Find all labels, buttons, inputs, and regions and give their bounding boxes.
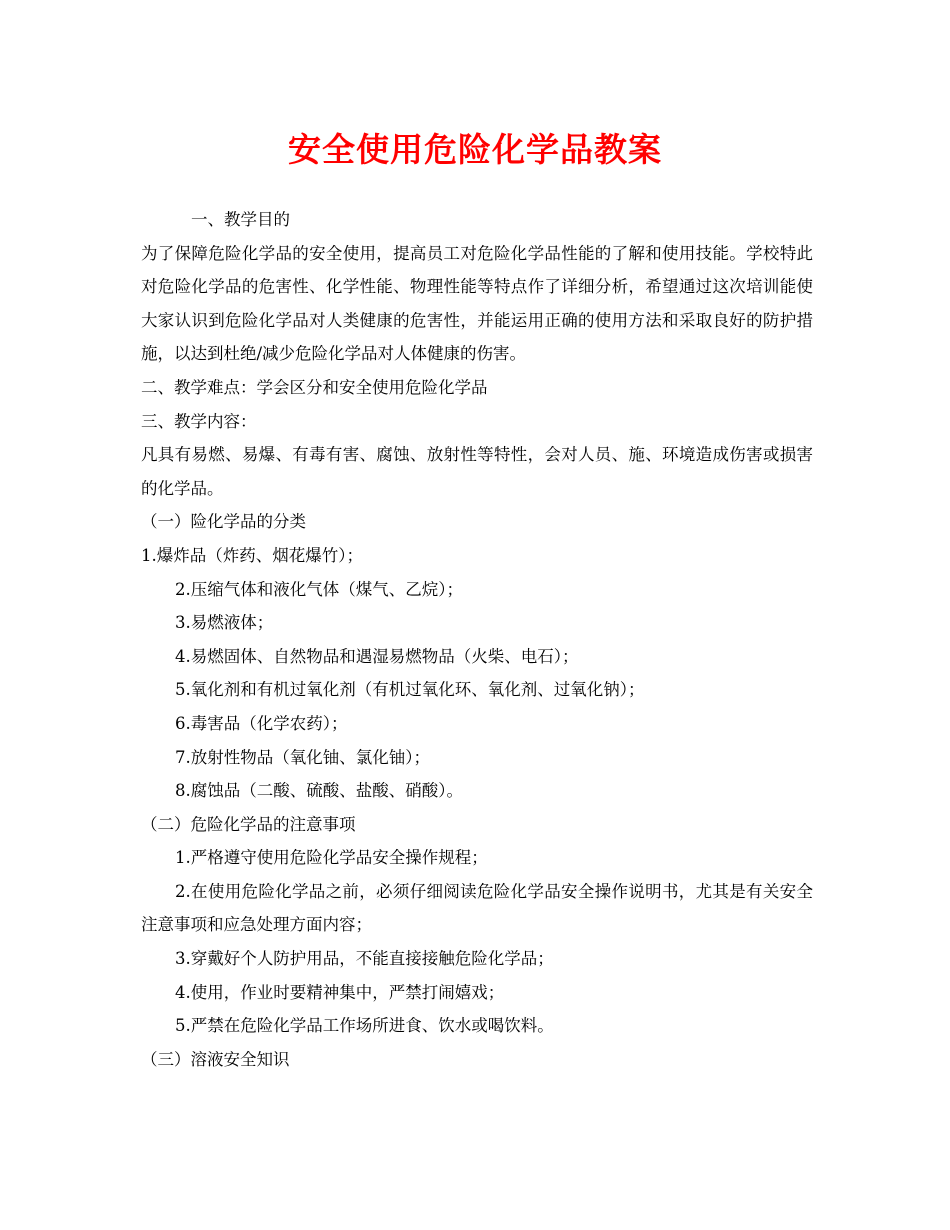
list-item: 1.严格遵守使用危险化学品安全操作规程； bbox=[175, 848, 488, 868]
list-item: 2.压缩气体和液化气体（煤气、乙烷）； bbox=[175, 579, 463, 599]
section-heading-objectives: 一、教学目的 bbox=[191, 210, 290, 229]
list-item: 5.严禁在危险化学品工作场所进食、饮水或喝饮料。 bbox=[175, 1016, 554, 1036]
list-item: 5.氧化剂和有机过氧化剂（有机过氧化环、氧化剂、过氧化钠）； bbox=[175, 680, 645, 700]
list-item: 3.易燃液体； bbox=[175, 613, 274, 633]
list-item: 8.腐蚀品（二酸、硫酸、盐酸、硝酸）。 bbox=[175, 781, 463, 801]
definition-paragraph: 凡具有易燃、易爆、有毒有害、腐蚀、放射性等特性，会对人员、施、环境造成伤害或损害的化学品。 bbox=[141, 445, 813, 498]
subsection-heading-precautions: （二）危险化学品的注意事项 bbox=[141, 814, 356, 834]
document-body bbox=[141, 203, 813, 1076]
list-item: 4.易燃固体、自然物品和遇湿易燃物品（火柴、电石）； bbox=[175, 646, 579, 666]
list-item: 2.在使用危险化学品之前，必须仔细阅读危险化学品安全操作说明书，尤其是有关安全注意事项和应急处理方面内容； bbox=[141, 881, 813, 935]
subsection-heading-classification: （一）险化学品的分类 bbox=[141, 512, 306, 532]
section-heading-difficulty: 二、教学难点：学会区分和安全使用危险化学品 bbox=[141, 377, 488, 397]
list-item: 6.毒害品（化学农药）； bbox=[175, 713, 348, 733]
document-title: 安全使用危险化学品教案 bbox=[288, 130, 662, 169]
list-item: 7.放射性物品（氧化铀、氯化铀）； bbox=[175, 747, 430, 767]
list-item: 3.穿戴好个人防护用品，不能直接接触危险化学品； bbox=[175, 949, 554, 969]
list-item: 1.爆炸品（炸药、烟花爆竹）； bbox=[141, 545, 363, 565]
objectives-paragraph: 为了保障危险化学品的安全使用，提高员工对危险化学品性能的了解和使用技能。学校特此对危险化学品的危害性、化学性能、物理性能等特点作了详细分析，希望通过这次培训能使大家认识到危险化学品对人类健康的危害性，并能运用正确的使用方法和采取良好的防护措施，以达到杜绝/减少危险化学品对人体健康的伤害。 bbox=[141, 243, 813, 364]
subsection-heading-solution-safety: （三）溶液安全知识 bbox=[141, 1049, 290, 1069]
section-heading-content: 三、教学内容： bbox=[141, 411, 257, 431]
list-item: 4.使用，作业时要精神集中，严禁打闹嬉戏； bbox=[175, 982, 505, 1002]
